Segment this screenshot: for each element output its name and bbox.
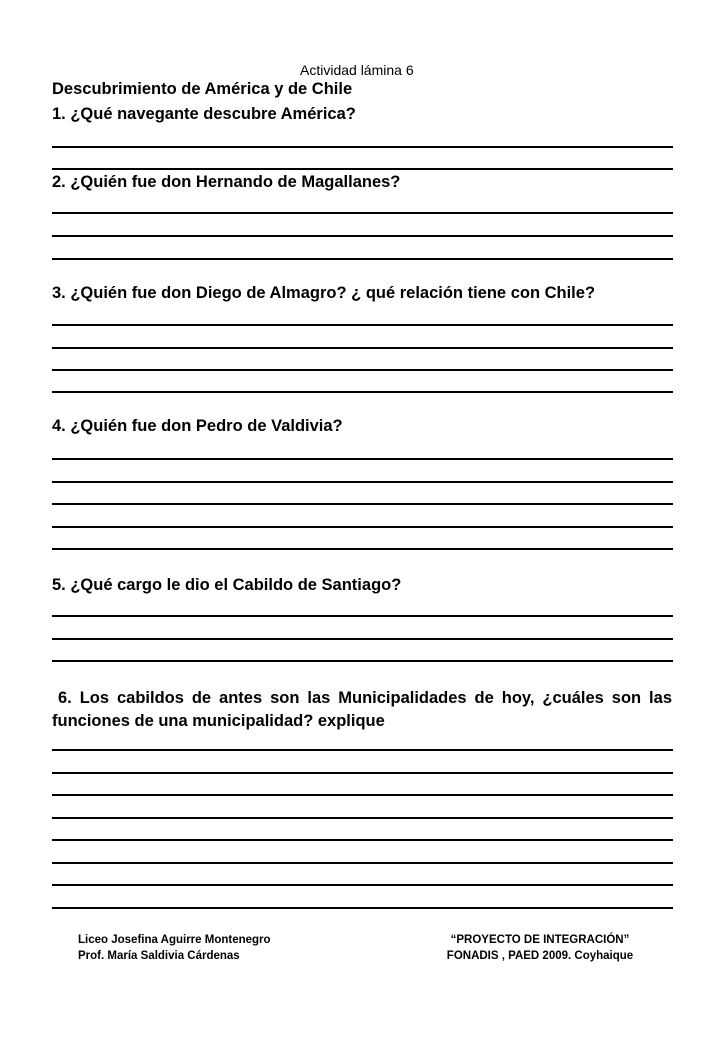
- question-6: 6. Los cabildos de antes son las Municipalidades de hoy, ¿cuáles son las funciones de una municipalidad? explique: [52, 689, 672, 730]
- project-name: “PROYECTO DE INTEGRACIÓN”: [450, 934, 630, 946]
- answer-line: [52, 324, 673, 326]
- answer-line: [52, 526, 673, 528]
- answer-line: [52, 258, 673, 260]
- answer-line: [52, 347, 673, 349]
- answer-line: [52, 458, 673, 460]
- project-info: FONADIS , PAED 2009. Coyhaique: [446, 950, 634, 962]
- answer-line: [52, 369, 673, 371]
- answer-line: [52, 503, 673, 505]
- answer-line: [52, 146, 673, 148]
- footer-left: [78, 932, 271, 964]
- school-name: Liceo Josefina Aguirre Montenegro: [78, 934, 271, 946]
- answer-line: [52, 212, 673, 214]
- answer-line: [52, 862, 673, 864]
- answer-line: [52, 772, 673, 774]
- answer-line: [52, 817, 673, 819]
- answer-line: [52, 391, 673, 393]
- answer-line: [52, 481, 673, 483]
- worksheet-title: Descubrimiento de América y de Chile: [52, 80, 353, 98]
- question-4: 4. ¿Quién fue don Pedro de Valdivia?: [52, 417, 343, 435]
- teacher-name: Prof. María Saldivia Cárdenas: [78, 950, 240, 962]
- answer-line: [52, 794, 673, 796]
- answer-line: [52, 548, 673, 550]
- answer-line: [52, 638, 673, 640]
- activity-subtitle: Actividad lámina 6: [300, 62, 414, 78]
- question-5: 5. ¿Qué cargo le dio el Cabildo de Santiago?: [52, 576, 402, 594]
- answer-line: [52, 235, 673, 237]
- answer-line: [52, 907, 673, 909]
- answer-line: [52, 839, 673, 841]
- question-2: 2. ¿Quién fue don Hernando de Magallanes?: [52, 173, 401, 191]
- answer-line: [52, 884, 673, 886]
- answer-line: [52, 749, 673, 751]
- answer-line: [52, 168, 673, 170]
- question-3: 3. ¿Quién fue don Diego de Almagro? ¿ qué relación tiene con Chile?: [52, 284, 596, 302]
- answer-line: [52, 660, 673, 662]
- footer-right: [430, 932, 650, 964]
- question-1: 1. ¿Qué navegante descubre América?: [52, 105, 356, 123]
- answer-line: [52, 615, 673, 617]
